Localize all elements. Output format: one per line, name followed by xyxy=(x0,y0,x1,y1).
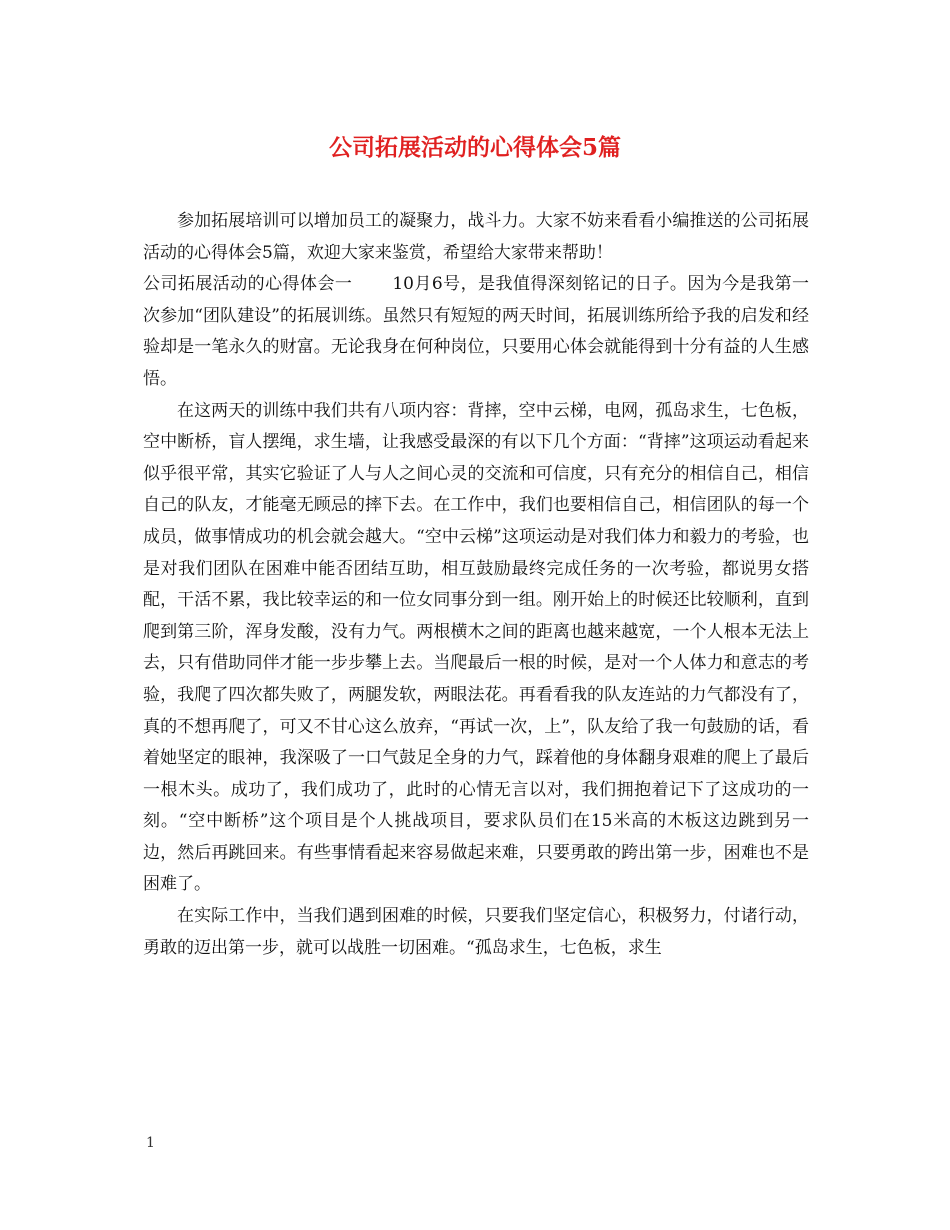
page-number: 1 xyxy=(146,1135,155,1151)
document-body xyxy=(143,206,809,964)
paragraph-2: 在这两天的训练中我们共有八项内容：背摔，空中云梯，电网，孤岛求生，七色板，空中断桥，盲人摆绳，求生墙，让我感受最深的有以下几个方面：“背摔”这项运动看起来似乎很平常，其实它验证了人与人之间心灵的交流和可信度，只有充分的相信自己，相信自己的队友，才能毫无顾忌的摔下去。在工作中，我们也要相信自己，相信团队的每一个成员，做事情成功的机会就会越大。“空中云梯”这项运动是对我们体力和毅力的考验，也是对我们团队在困难中能否团结互助，相互鼓励最终完成任务的一次考验，都说男女搭配，干活不累，我比较幸运的和一位女同事分到一组。刚开始上的时候还比较顺利，直到爬到第三阶，浑身发酸，没有力气。两根横木之间的距离也越来越宽，一个人根本无法上去，只有借助同伴才能一步步攀上去。当爬最后一根的时候，是对一个人体力和意志的考验，我爬了四次都失败了，两腿发软，两眼法花。再看看我的队友连站的力气都没有了，真的不想再爬了，可又不甘心这么放弃，“再试一次，上”，队友给了我一句鼓励的话，看着她坚定的眼神，我深吸了一口气鼓足全身的力气，踩着他的身体翻身艰难的爬上了最后一根木头。成功了，我们成功了，此时的心情无言以对，我们拥抱着记下了这成功的一刻。“空中断桥”这个项目是个人挑战项目，要求队员们在15米高的木板这边跳到另一边，然后再跳回来。有些事情看起来容易做起来难，只要勇敢的跨出第一步，困难也不是困难了。 xyxy=(143,400,809,895)
paragraph-3: 在实际工作中，当我们遇到困难的时候，只要我们坚定信心，积极努力，付诸行动，勇敢的迈出第一步，就可以战胜一切困难。“孤岛求生，七色板，求生 xyxy=(143,906,809,958)
section-heading: 公司拓展活动的心得体会一 xyxy=(143,274,353,295)
section-lead: 10月6号，是我值得深刻铭记的日子。因为今是我第一次参加“团队建设”的拓展训练。虽然只有短短的两天时间，拓展训练所给予我的启发和经验却是一笔永久的财富。无论我身在何种岗位，只要用心体会就能得到十分有益的人生感悟。 xyxy=(143,274,810,389)
section-paragraph xyxy=(143,269,809,395)
intro-paragraph: 参加拓展培训可以增加员工的凝聚力，战斗力。大家不妨来看看小编推送的公司拓展活动的心得体会5篇，欢迎大家来鉴赏，希望给大家带来帮助！ xyxy=(143,211,809,263)
document-title: 公司拓展活动的心得体会5篇 xyxy=(328,134,621,161)
